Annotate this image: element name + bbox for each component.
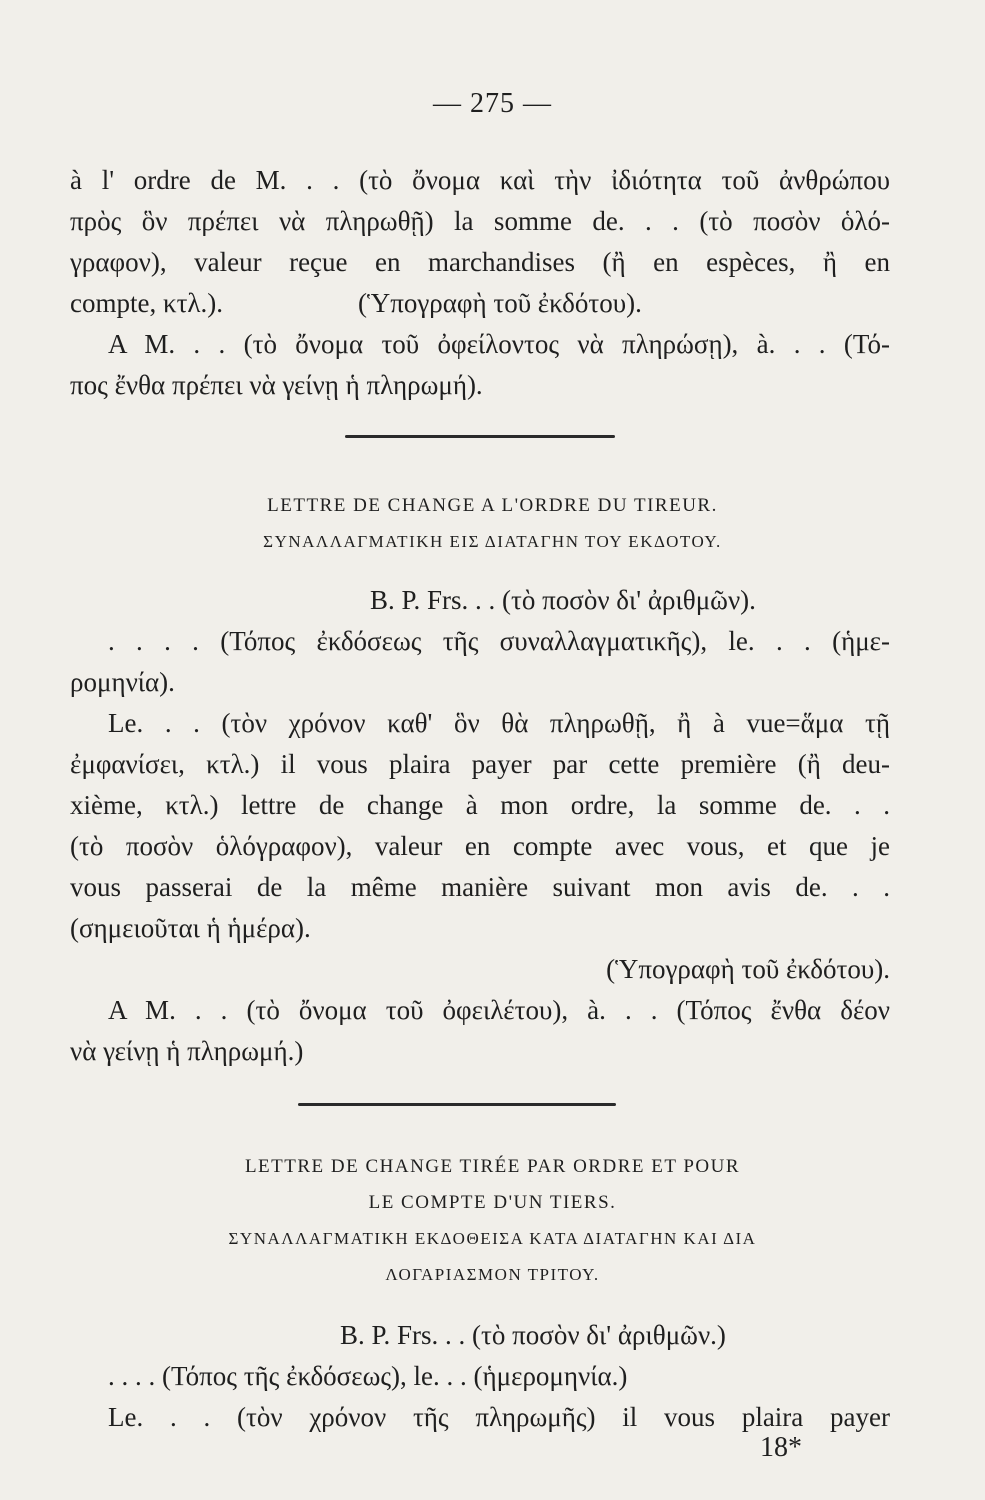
- section-three-heading: [0, 1150, 985, 1294]
- signature-mark: 18*: [760, 1432, 802, 1463]
- text-line: νὰ γείνῃ ἡ πληρωμή.): [70, 1036, 304, 1066]
- text-line: γραφον), valeur reçue en marchandises (ἢ en espèces, ἢ en: [70, 247, 890, 277]
- heading-greek: ΣΥΝΑΛΛΑΓΜΑΤΙΚΗ ΕΙΣ ΔΙΑΤΑΓΗΝ ΤΟΥ ΕΚΔΟΤΟΥ.: [263, 532, 722, 551]
- section-three-body: [70, 1315, 890, 1438]
- text-line: à l' ordre de M. . . (τὸ ὄνομα καὶ τὴν ἰδιότητα τοῦ ἀνθρώπου: [70, 165, 890, 195]
- text-line: (τὸ ποσὸν ὁλόγραφον), valeur en compte avec vous, et que je: [70, 831, 890, 861]
- section-divider: [345, 435, 615, 438]
- text-line: πος ἔνθα πρέπει νὰ γείνῃ ἡ πληρωμή).: [70, 370, 483, 400]
- section-divider: [298, 1103, 616, 1106]
- text-line: compte, κτλ.). (Ὑπογραφὴ τοῦ ἐκδότου).: [70, 288, 642, 318]
- text-line: . . . . (Τόπος ἐκδόσεως τῆς συναλλαγματικῆς), le. . . (ἡμε-: [108, 626, 890, 656]
- heading-greek: ΛΟΓΑΡΙΑΣΜΟΝ ΤΡΙΤΟΥ.: [385, 1265, 600, 1284]
- text-line: ἐμφανίσει, κτλ.) il vous plaira payer par cette première (ἢ deu-: [70, 749, 890, 779]
- text-line: . . . . (Τόπος τῆς ἐκδόσεως), le. . . (ἡμερομηνία.): [108, 1361, 628, 1391]
- text-line: xième, κτλ.) lettre de change à mon ordre, la somme de. . .: [70, 790, 890, 820]
- heading-french: LE COMPTE D'UN TIERS.: [368, 1192, 617, 1213]
- text-line: Le. . . (τὸν χρόνον τῆς πληρωμῆς) il vous plaira payer: [108, 1402, 890, 1432]
- text-line: ρομηνία).: [70, 667, 175, 697]
- text-line: Le. . . (τὸν χρόνον καθ' ὃν θὰ πληρωθῇ, ἢ à vue=ἅμα τῇ: [108, 708, 890, 738]
- heading-greek: ΣΥΝΑΛΛΑΓΜΑΤΙΚΗ ΕΚΔΟΘΕΙΣΑ ΚΑΤΑ ΔΙΑΤΑΓΗΝ ΚΑΙ ΔΙΑ: [228, 1229, 757, 1248]
- section-two-body: [70, 580, 890, 1072]
- text-line: A M. . . (τὸ ὄνομα τοῦ ὀφείλοντος νὰ πληρώσῃ), à. . . (Τό-: [108, 329, 890, 359]
- text-line: (σημειοῦται ἡ ἡμέρα).: [70, 913, 311, 943]
- text-line: (Ὑπογραφὴ τοῦ ἐκδότου).: [606, 954, 890, 984]
- text-line: A M. . . (τὸ ὄνομα τοῦ ὀφειλέτου), à. . . (Τόπος ἔνθα δέον: [108, 995, 890, 1025]
- heading-french: LETTRE DE CHANGE TIRÉE PAR ORDRE ET POUR: [244, 1156, 741, 1177]
- text-line: πρὸς ὃν πρέπει νὰ πληρωθῇ) la somme de. . . (τὸ ποσὸν ὁλό-: [70, 206, 890, 236]
- text-line: B. P. Frs. . . (τὸ ποσὸν δι' ἀριθμῶν.): [340, 1320, 726, 1350]
- section-top: [70, 160, 890, 406]
- heading-french: LETTRE DE CHANGE A L'ORDRE DU TIREUR.: [267, 495, 718, 516]
- text-line: B. P. Frs. . . (τὸ ποσὸν δι' ἀριθμῶν).: [370, 585, 756, 615]
- text-line: vous passerai de la même manière suivant mon avis de. . .: [70, 872, 890, 902]
- page-number: — 275 —: [433, 88, 552, 119]
- section-two-heading: [0, 488, 985, 560]
